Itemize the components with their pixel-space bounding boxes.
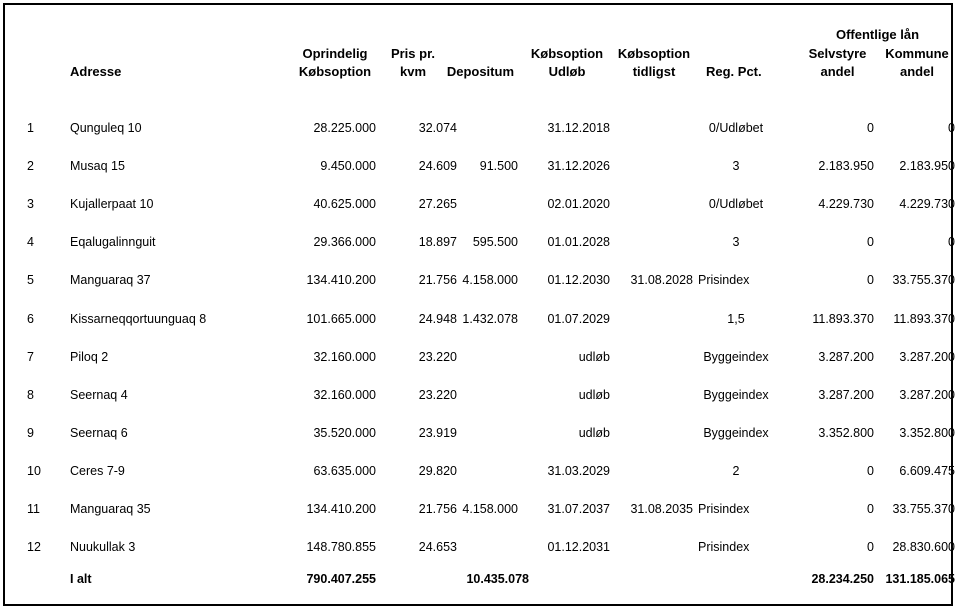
row-oprindelig: 40.625.000 [313, 197, 376, 211]
row-depositum: 4.158.000 [462, 502, 518, 516]
row-oprindelig: 35.520.000 [313, 426, 376, 440]
header-pris-line2: kvm [399, 64, 427, 79]
row-oprindelig: 101.665.000 [306, 312, 376, 326]
row-kommune: 33.755.370 [892, 273, 955, 287]
header-kommune-line2: andel [900, 64, 934, 79]
row-reg-pct: 2 [732, 464, 740, 478]
row-adresse: Kujallerpaat 10 [70, 197, 154, 211]
row-kommune: 3.352.800 [899, 426, 955, 440]
row-reg-pct: Prisindex [698, 502, 750, 516]
row-pris: 27.265 [418, 197, 457, 211]
row-selvstyre: 4.229.730 [818, 197, 874, 211]
row-selvstyre: 2.183.950 [818, 159, 874, 173]
row-adresse: Nuukullak 3 [70, 540, 136, 554]
header-oprindelig-line2: Købsoption [298, 64, 372, 79]
row-kommune: 11.893.370 [893, 312, 955, 326]
row-number: 4 [27, 235, 34, 249]
row-udloeb: 01.12.2030 [547, 273, 610, 287]
row-reg-pct: Byggeindex [703, 426, 769, 440]
row-kommune: 0 [948, 235, 955, 249]
row-number: 11 [27, 502, 40, 516]
row-pris: 32.074 [418, 121, 457, 135]
row-adresse: Eqalugalinnguit [70, 235, 156, 249]
row-pris: 23.919 [418, 426, 457, 440]
total-depositum: 10.435.078 [466, 572, 529, 586]
total-kommune: 131.185.065 [885, 572, 955, 586]
row-reg-pct: Byggeindex [703, 350, 769, 364]
header-kommune-line1: Kommune [885, 46, 949, 61]
row-selvstyre: 3.287.200 [818, 388, 874, 402]
header-udloeb-line2: Udløb [548, 64, 586, 79]
header-tidligst-line1: Købsoption [617, 46, 691, 61]
row-udloeb: 01.12.2031 [547, 540, 610, 554]
row-kommune: 4.229.730 [899, 197, 955, 211]
row-selvstyre: 0 [867, 502, 874, 516]
row-number: 2 [27, 159, 34, 173]
row-number: 10 [27, 464, 41, 478]
row-number: 7 [27, 350, 34, 364]
row-udloeb: udløb [578, 426, 610, 440]
row-reg-pct: 0/Udløbet [708, 197, 764, 211]
row-selvstyre: 0 [867, 540, 874, 554]
header-reg-pct: Reg. Pct. [706, 64, 762, 79]
row-reg-pct: Byggeindex [703, 388, 769, 402]
row-adresse: Kissarneqqortuunguaq 8 [70, 312, 207, 326]
row-kommune: 33.755.370 [892, 502, 955, 516]
row-oprindelig: 134.410.200 [306, 502, 376, 516]
row-oprindelig: 63.635.000 [313, 464, 376, 478]
row-adresse: Ceres 7-9 [70, 464, 125, 478]
header-selvstyre-line1: Selvstyre [808, 46, 867, 61]
row-number: 9 [27, 426, 34, 440]
row-pris: 23.220 [418, 388, 457, 402]
row-selvstyre: 11.893.370 [812, 312, 874, 326]
total-oprindelig: 790.407.255 [306, 572, 376, 586]
row-udloeb: 31.03.2029 [547, 464, 610, 478]
row-oprindelig: 32.160.000 [313, 388, 376, 402]
row-depositum: 1.432.078 [462, 312, 518, 326]
row-reg-pct: 1,5 [727, 312, 745, 326]
row-number: 8 [27, 388, 34, 402]
row-adresse: Piloq 2 [70, 350, 109, 364]
row-adresse: Manguaraq 35 [70, 502, 151, 516]
header-group-offentlige-laan: Offentlige lån [835, 27, 920, 42]
row-selvstyre: 0 [867, 121, 874, 135]
row-adresse: Qunguleq 10 [70, 121, 142, 135]
row-tidligst: 31.08.2028 [630, 273, 693, 287]
row-pris: 24.653 [418, 540, 457, 554]
header-pris-line1: Pris pr. [390, 46, 436, 61]
header-udloeb-line1: Købsoption [530, 46, 604, 61]
row-selvstyre: 0 [867, 235, 874, 249]
row-udloeb: udløb [578, 388, 610, 402]
row-adresse: Manguaraq 37 [70, 273, 151, 287]
total-label: I alt [70, 572, 92, 586]
row-selvstyre: 0 [867, 464, 874, 478]
row-selvstyre: 3.352.800 [818, 426, 874, 440]
row-number: 12 [27, 540, 41, 554]
row-pris: 18.897 [418, 235, 457, 249]
row-number: 3 [27, 197, 34, 211]
row-kommune: 3.287.200 [899, 350, 955, 364]
header-tidligst-line2: tidligst [632, 64, 676, 79]
row-adresse: Musaq 15 [70, 159, 125, 173]
row-udloeb: udløb [578, 350, 610, 364]
row-udloeb: 31.12.2026 [547, 159, 610, 173]
row-pris: 24.948 [418, 312, 457, 326]
row-oprindelig: 28.225.000 [313, 121, 376, 135]
header-adresse: Adresse [70, 64, 122, 79]
row-pris: 23.220 [418, 350, 457, 364]
row-oprindelig: 29.366.000 [313, 235, 376, 249]
row-number: 6 [27, 312, 34, 326]
row-selvstyre: 0 [867, 273, 874, 287]
row-kommune: 3.287.200 [899, 388, 955, 402]
row-kommune: 28.830.600 [892, 540, 955, 554]
row-pris: 29.820 [418, 464, 457, 478]
row-udloeb: 02.01.2020 [547, 197, 610, 211]
row-reg-pct: Prisindex [698, 540, 750, 554]
header-selvstyre-line2: andel [820, 64, 855, 79]
header-depositum: Depositum [446, 64, 514, 79]
row-kommune: 6.609.475 [899, 464, 955, 478]
row-oprindelig: 9.450.000 [320, 159, 376, 173]
total-selvstyre: 28.234.250 [811, 572, 874, 586]
row-reg-pct: 0/Udløbet [708, 121, 764, 135]
row-reg-pct: Prisindex [698, 273, 750, 287]
row-number: 5 [27, 273, 34, 287]
header-oprindelig-line1: Oprindelig [302, 46, 368, 61]
row-adresse: Seernaq 4 [70, 388, 128, 402]
row-oprindelig: 148.780.855 [306, 540, 376, 554]
row-oprindelig: 32.160.000 [313, 350, 376, 364]
row-tidligst: 31.08.2035 [630, 502, 693, 516]
row-udloeb: 01.07.2029 [547, 312, 610, 326]
row-depositum: 91.500 [479, 159, 518, 173]
row-oprindelig: 134.410.200 [306, 273, 376, 287]
row-pris: 24.609 [418, 159, 457, 173]
row-udloeb: 31.12.2018 [547, 121, 610, 135]
row-selvstyre: 3.287.200 [818, 350, 874, 364]
row-udloeb: 31.07.2037 [547, 502, 610, 516]
row-reg-pct: 3 [732, 159, 740, 173]
row-reg-pct: 3 [732, 235, 740, 249]
row-pris: 21.756 [418, 502, 457, 516]
row-depositum: 595.500 [472, 235, 518, 249]
row-depositum: 4.158.000 [462, 273, 518, 287]
row-udloeb: 01.01.2028 [547, 235, 610, 249]
row-adresse: Seernaq 6 [70, 426, 128, 440]
row-number: 1 [27, 121, 34, 135]
row-kommune: 2.183.950 [899, 159, 955, 173]
row-kommune: 0 [948, 121, 955, 135]
row-pris: 21.756 [418, 273, 457, 287]
